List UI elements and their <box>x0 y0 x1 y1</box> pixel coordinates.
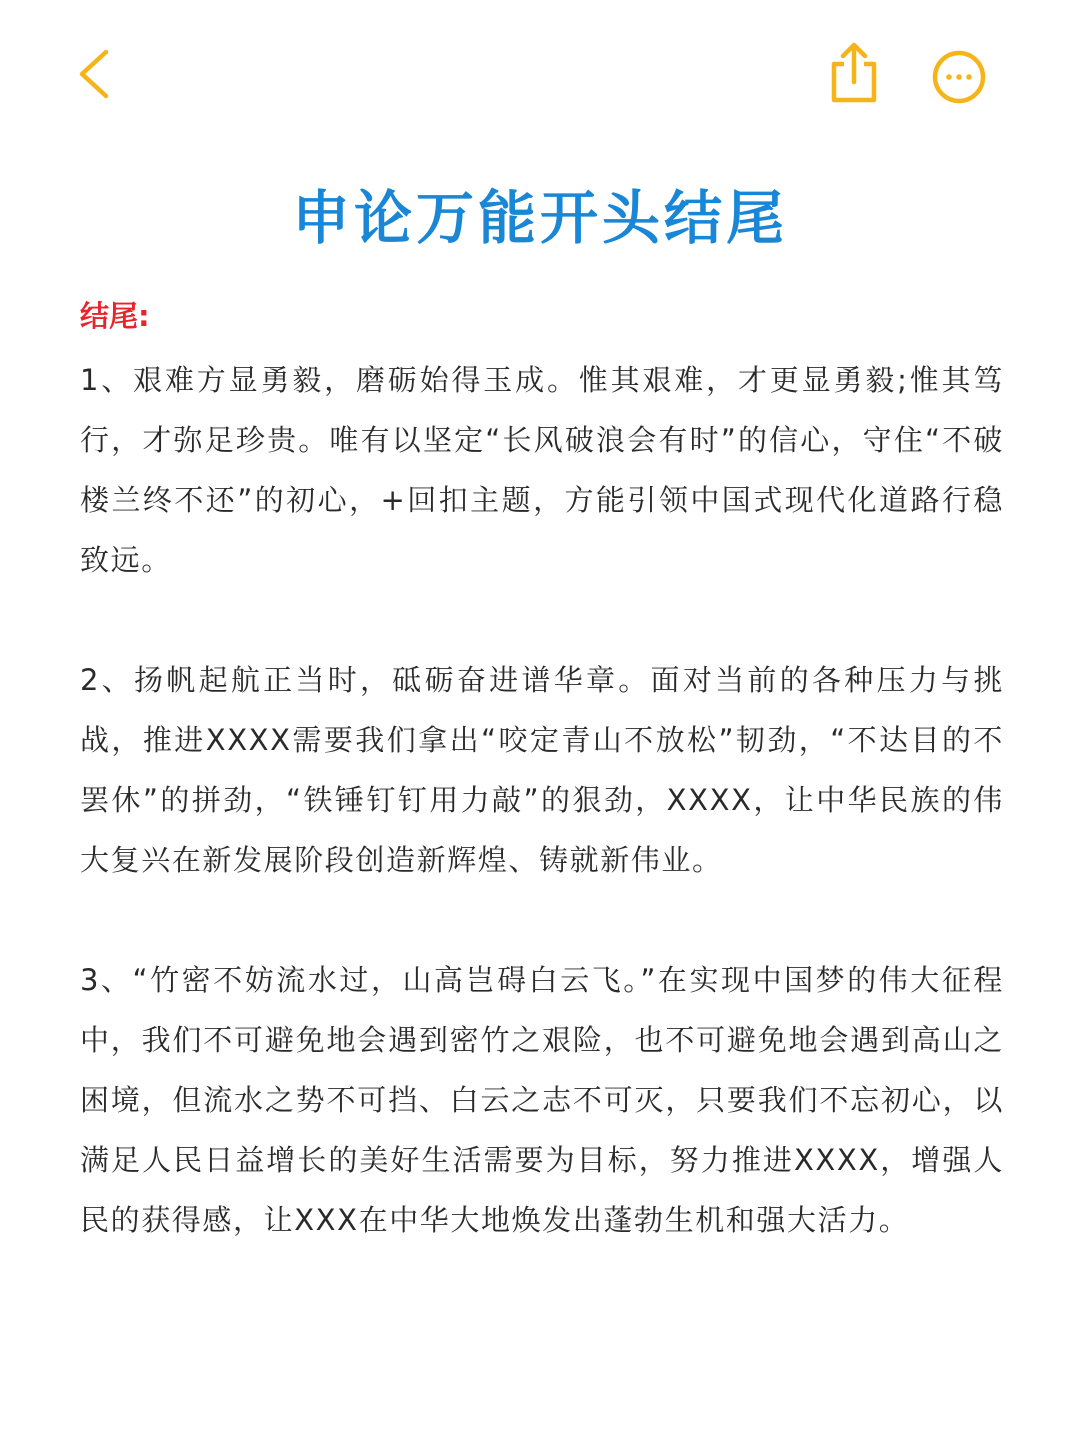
chevron-left-icon <box>70 44 120 104</box>
share-button[interactable] <box>826 40 882 106</box>
article-body <box>80 290 1004 1310</box>
top-bar <box>0 0 1080 150</box>
share-icon <box>826 40 882 106</box>
page-title: 申论万能开头结尾 <box>291 184 788 252</box>
back-button[interactable] <box>70 44 120 104</box>
paragraph-2: 2、扬帆起航正当时，砥砺奋进谱华章。面对当前的各种压力与挑战，推进XXXX需要我们拿出“咬定青山不放松”韧劲，“不达目的不罢休”的拼劲，“铁锤钉钉用力敲”的狠劲，XXXX，让中华民族的伟大复兴在新发展阶段创造新辉煌、铸就新伟业。 <box>80 663 1004 877</box>
section-label: 结尾: <box>80 299 150 333</box>
paragraph-1: 1、艰难方显勇毅，磨砺始得玉成。惟其艰难，才更显勇毅;惟其笃行，才弥足珍贵。唯有以坚定“长风破浪会有时”的信心，守住“不破楼兰终不还”的初心，+回扣主题，方能引领中国式现代化道路行稳致远。 <box>80 363 1004 577</box>
more-button[interactable] <box>928 46 990 108</box>
paragraph-3: 3、“竹密不妨流水过，山高岂碍白云飞。”在实现中国梦的伟大征程中，我们不可避免地会遇到密竹之艰险，也不可避免地会遇到高山之困境，但流水之势不可挡、白云之志不可灭，只要我们不忘初心，以满足人民日益增长的美好生活需要为目标，努力推进XXXX，增强人民的获得感，让XXX在中华大地焕发出蓬勃生机和强大活力。 <box>80 963 1004 1237</box>
more-dots-icon <box>928 46 990 108</box>
